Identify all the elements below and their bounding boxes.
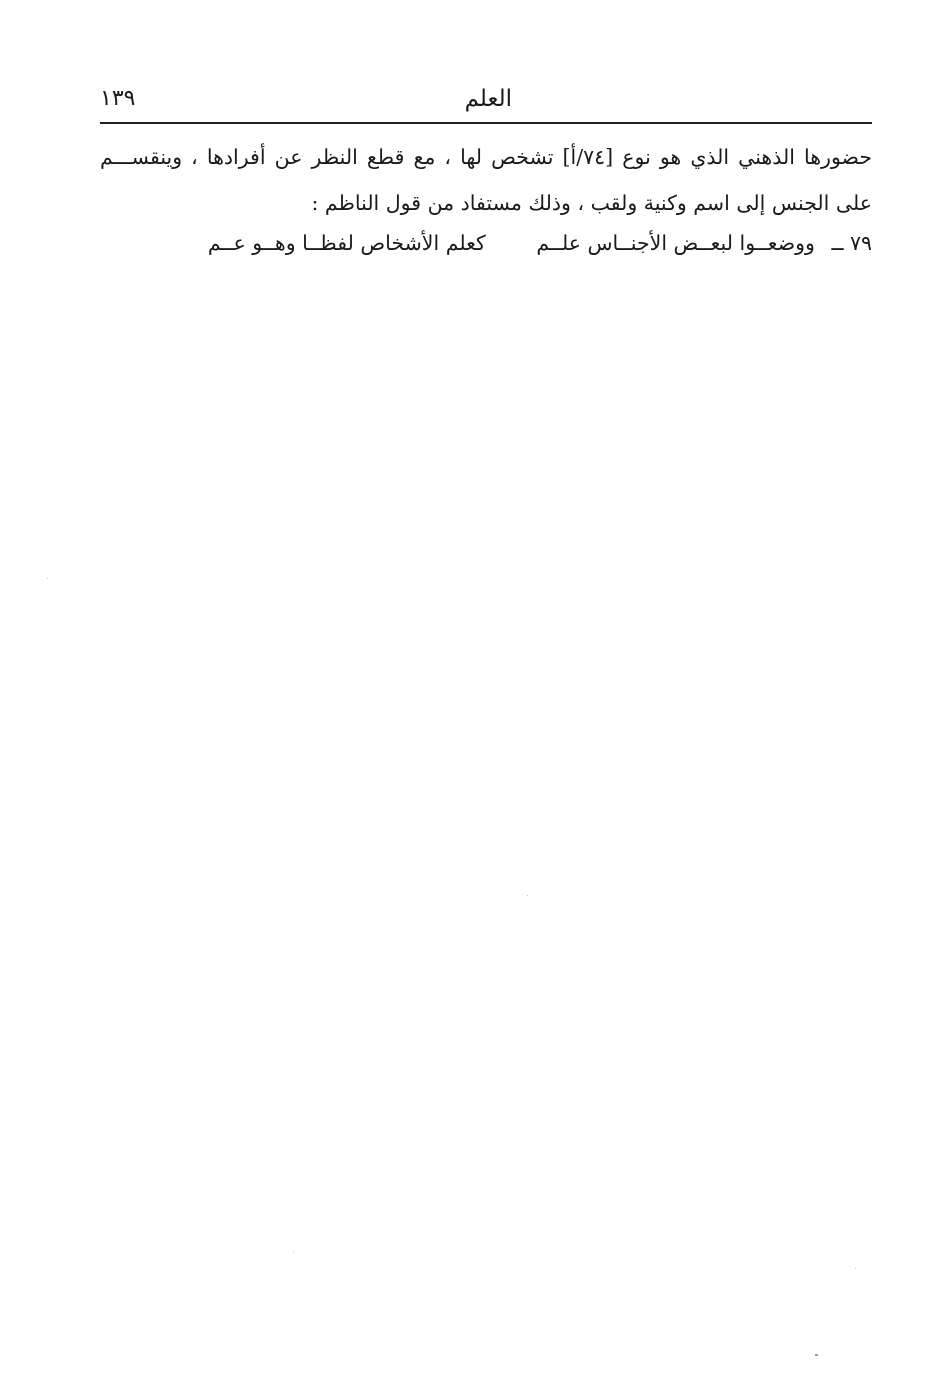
header-divider xyxy=(100,122,872,124)
header-title: العلم xyxy=(464,86,512,112)
page-number: ١٣٩ xyxy=(100,86,136,111)
body-line-2: على الجنس إلى اسم وكنية ولقب ، وذلك مستفاد من قول الناظم : xyxy=(311,191,872,215)
verse-line xyxy=(100,226,872,260)
body-paragraph xyxy=(100,134,872,226)
verse-first-hemistich: ووضعــوا لبعــض الأجنــاس علــم xyxy=(536,231,815,255)
verse-second-hemistich: كعلم الأشخاص لفظــا وهــو عــم xyxy=(207,231,486,255)
verse-number: ٧٩ ــ xyxy=(831,231,872,255)
running-header xyxy=(100,80,872,122)
body-line-1: حضورها الذهني الذي هو نوع [٧٤/أ] تشخص لها ، مع قطع النظر عن أفرادها ، وينقســـم xyxy=(100,145,872,169)
